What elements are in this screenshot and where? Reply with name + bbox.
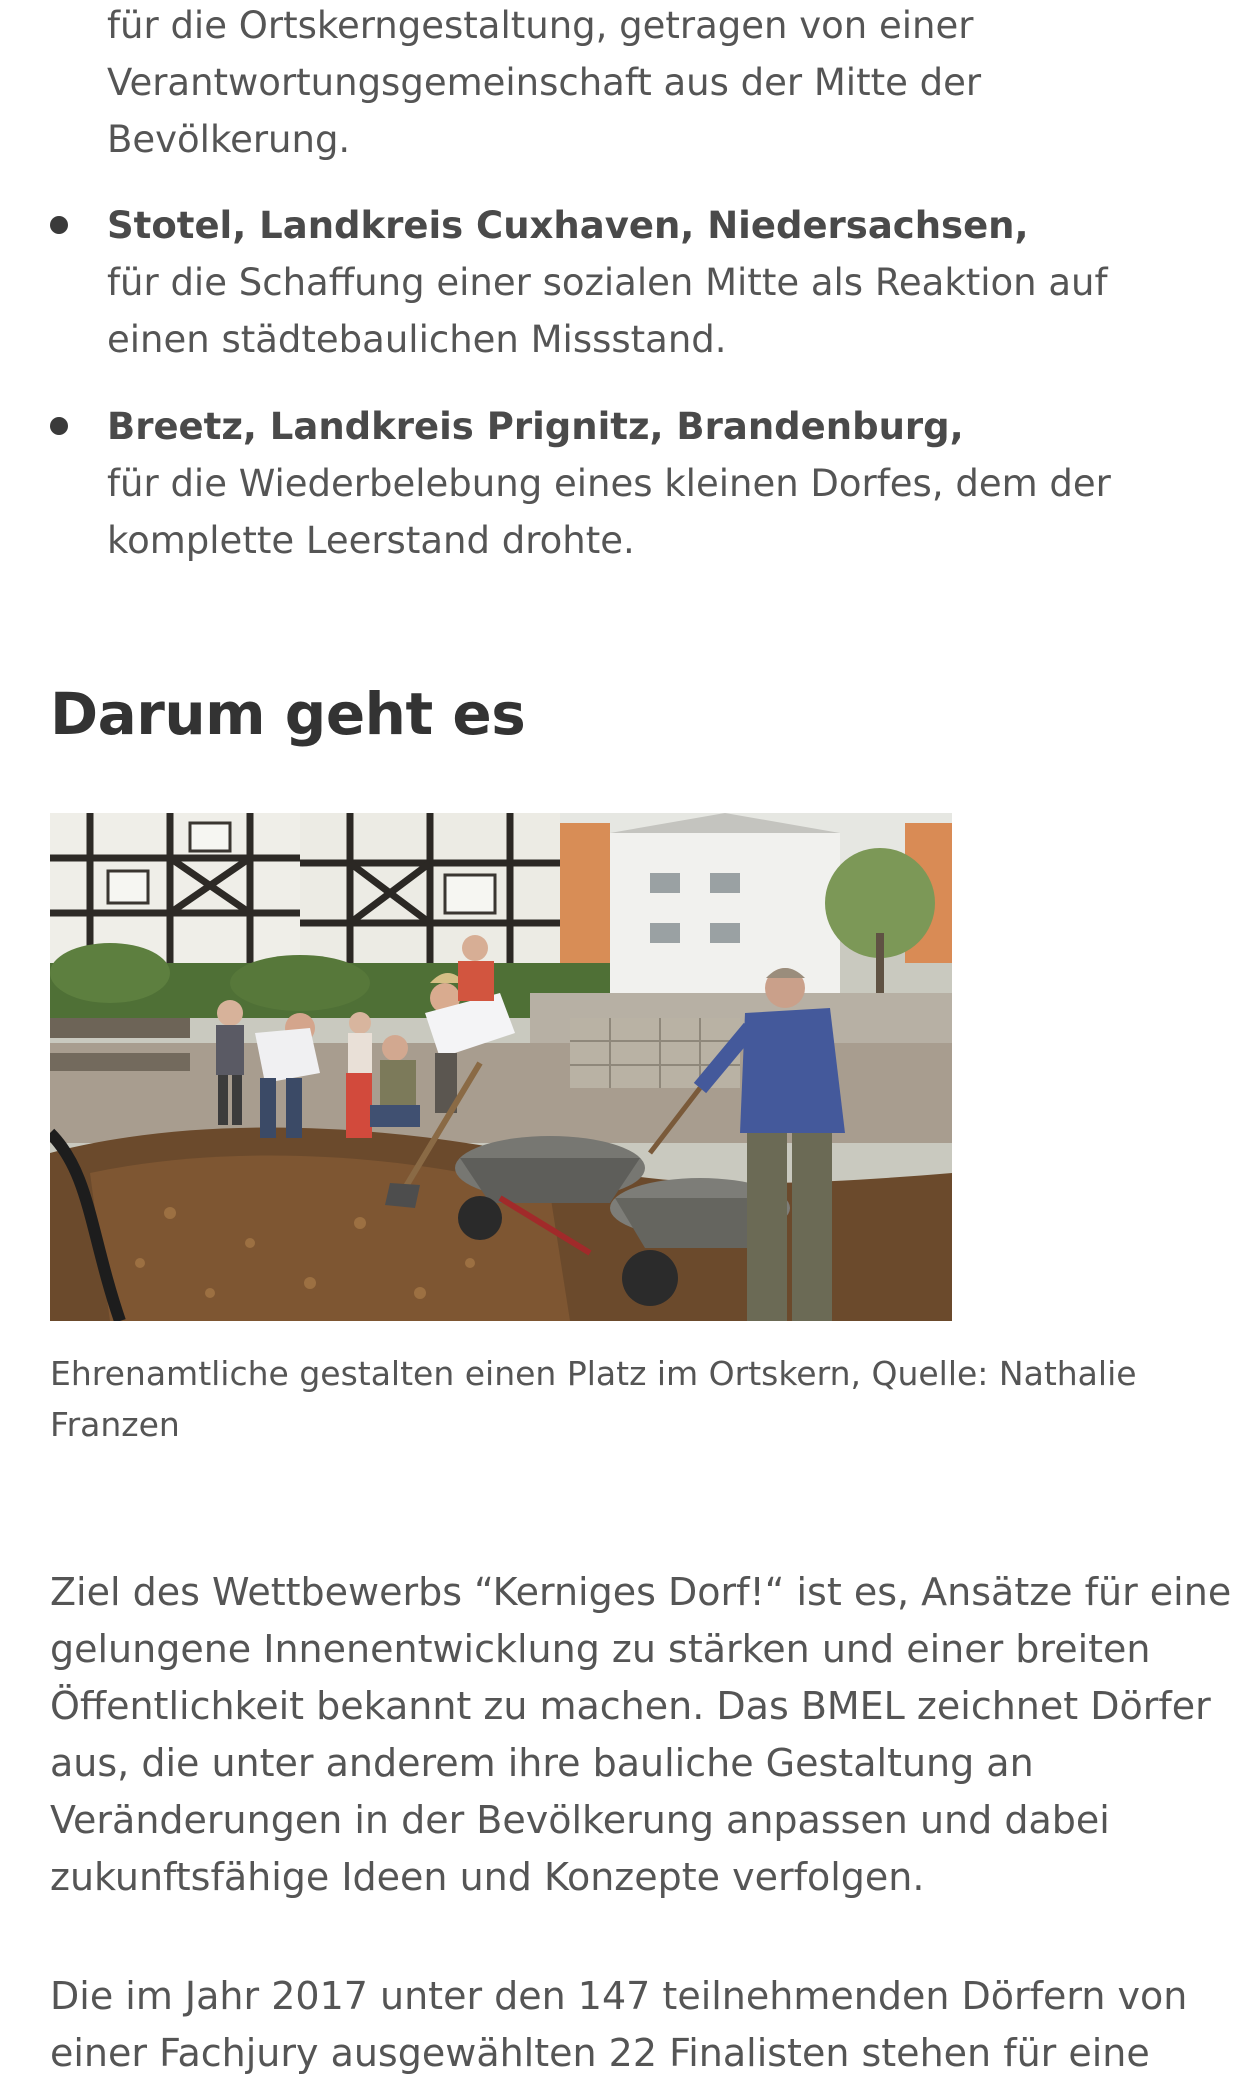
article-photo[interactable] (50, 813, 952, 1321)
paragraph-line: aus, die unter anderem ihre bauliche Gestaltung an (50, 1741, 1034, 1785)
photo-volunteers-image (50, 813, 952, 1321)
bullet-dot (50, 417, 68, 435)
bullet-dot (50, 216, 68, 234)
section-heading: Darum geht es (50, 680, 526, 748)
bullet-text: komplette Leerstand drohte. (107, 519, 635, 562)
paragraph-line: Die im Jahr 2017 unter den 147 teilnehmenden Dörfern von (50, 1974, 1188, 2018)
paragraph-line: zukunftsfähige Ideen und Konzepte verfolgen. (50, 1855, 925, 1899)
paragraph-line: gelungene Innenentwicklung zu stärken und einer breiten (50, 1627, 1151, 1671)
intro-line: für die Ortskerngestaltung, getragen von einer (107, 4, 974, 47)
photo-caption: Ehrenamtliche gestalten einen Platz im Ortskern, Quelle: Nathalie (50, 1354, 1137, 1393)
intro-line: Bevölkerung. (107, 118, 351, 161)
intro-line: Verantwortungsgemeinschaft aus der Mitte der (107, 61, 982, 104)
paragraph-line: Öffentlichkeit bekannt zu machen. Das BMEL zeichnet Dörfer (50, 1684, 1211, 1728)
bullet-text: für die Schaffung einer sozialen Mitte als Reaktion auf (107, 261, 1108, 304)
bullet-title-breetz: Breetz, Landkreis Prignitz, Brandenburg, (107, 405, 964, 448)
bullet-text: einen städtebaulichen Missstand. (107, 318, 727, 361)
paragraph-line: Veränderungen in der Bevölkerung anpassen und dabei (50, 1798, 1110, 1842)
paragraph-line: einer Fachjury ausgewählten 22 Finalisten stehen für eine (50, 2031, 1150, 2075)
bullet-text: für die Wiederbelebung eines kleinen Dorfes, dem der (107, 462, 1111, 505)
paragraph-line: Ziel des Wettbewerbs “Kerniges Dorf!“ ist es, Ansätze für eine (50, 1570, 1232, 1614)
bullet-title-stotel: Stotel, Landkreis Cuxhaven, Niedersachsen, (107, 204, 1029, 247)
photo-caption: Franzen (50, 1405, 180, 1444)
